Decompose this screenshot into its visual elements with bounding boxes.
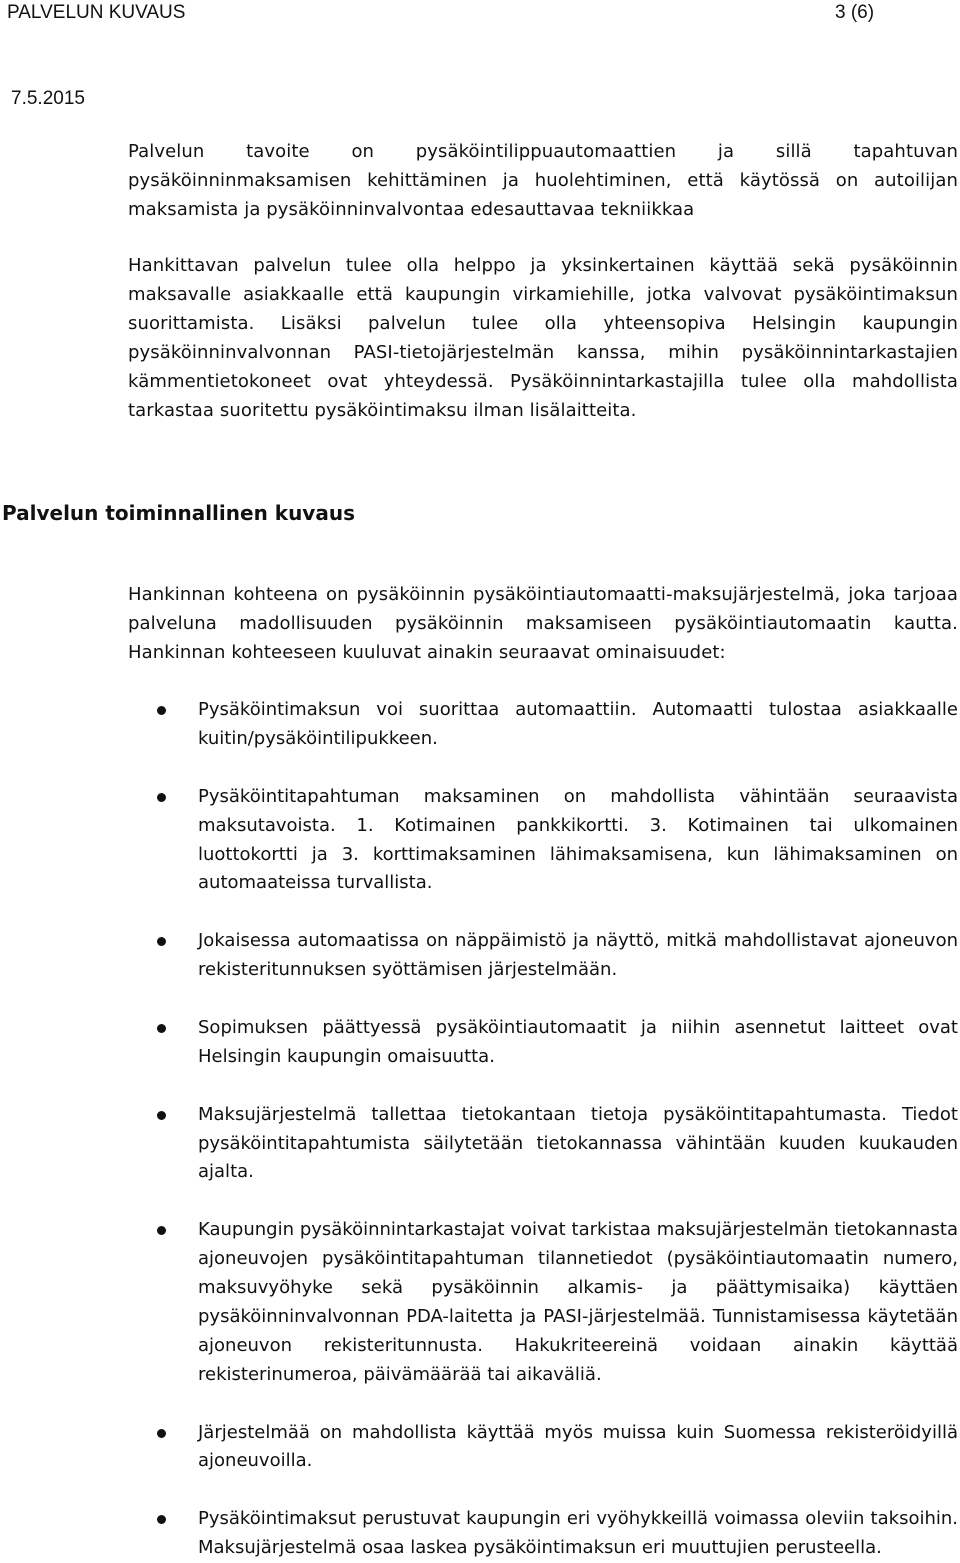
list-item-text: Pysäköintitapahtuman maksaminen on mahdollista vähintään seuraavista maksutavoista. 1. Kotimainen pankkikortti. 3. Kotimainen tai ulkomainen luottokortti ja 3. korttimaksaminen lähimaksamisena, kun lähimaksaminen on automaateissa turvallista. xyxy=(198,785,958,894)
page-header xyxy=(7,2,947,26)
list-item-text: Sopimuksen päättyessä pysäköintiautomaatit ja niihin asennetut laitteet ovat Helsingin kaupungin omaisuutta. xyxy=(198,1016,958,1067)
list-item xyxy=(0,927,960,985)
bullet-icon xyxy=(157,1226,166,1235)
section-paragraph: Hankinnan kohteena on pysäköinnin pysäköintiautomaatti-maksujärjestelmä, joka tarjoaa palveluna madollisuuden pysäköinnin maksamiseen pysäköintiautomaatin kautta. Hankinnan kohteeseen kuuluvat ainakin seuraavat ominaisuudet: xyxy=(128,584,958,663)
document-title: PALVELUN KUVAUS xyxy=(7,2,186,23)
bullet-icon xyxy=(157,706,166,715)
list-item-text: Maksujärjestelmä tallettaa tietokantaan tietoja pysäköintitapahtumasta. Tiedot pysäköintitapahtumista säilytetään tietokannassa vähintään kuuden kuukauden ajalta. xyxy=(198,1103,958,1183)
bullet-icon xyxy=(157,1111,166,1120)
list-item xyxy=(0,783,960,899)
list-item xyxy=(0,696,960,754)
document-date: 7.5.2015 xyxy=(11,88,85,109)
intro-paragraph-requirements: Hankittavan palvelun tulee olla helppo ja yksinkertainen käyttää sekä pysäköinnin maksavalle asiakkaalle että kaupungin virkamiehille, jotka valvovat pysäköintimaksun suorittamista. Lisäksi palvelun tulee olla yhteensopiva Helsingin kaupungin pysäköinninvalvonnan PASI-tietojärjestelmän kanssa, mihin pysäköinnintarkastajien kämmentietokoneet ovat yhteydessä. Pysäköinnintarkastajilla tulee olla mahdollista tarkastaa suoritettu pysäköintimaksu ilman lisälaitteita. xyxy=(128,255,958,421)
list-item xyxy=(0,1505,960,1563)
bullet-icon xyxy=(157,1429,166,1438)
list-item xyxy=(0,1101,960,1188)
list-item xyxy=(0,1014,960,1072)
bullet-icon xyxy=(157,937,166,946)
intro-paragraph-goal: Palvelun tavoite on pysäköintilippuautomaattien ja sillä tapahtuvan pysäköinninmaksamisen kehittäminen ja huolehtiminen, että käytössä on autoilijan maksamista ja pysäköinninvalvontaa edesauttavaa tekniikkaa xyxy=(128,141,958,220)
list-item-text: Pysäköintimaksun voi suorittaa automaattiin. Automaatti tulostaa asiakkaalle kuitin/pysäköintilipukkeen. xyxy=(198,699,958,749)
feature-list xyxy=(0,696,960,1563)
list-item-text: Jokaisessa automaatissa on näppäimistö ja näyttö, mitkä mahdollistavat ajoneuvon rekisteritunnuksen syöttämisen järjestelmään. xyxy=(198,930,958,981)
list-item-text: Järjestelmää on mahdollista käyttää myös muissa kuin Suomessa rekisteröidyillä ajoneuvoilla. xyxy=(198,1421,958,1472)
list-item-text: Pysäköintimaksut perustuvat kaupungin eri vyöhykkeillä voimassa oleviin taksoihin. Maksujärjestelmä osaa laskea pysäköintimaksun eri muuttujien perusteella. xyxy=(198,1508,958,1559)
bullet-icon xyxy=(157,793,166,802)
section-heading: Palvelun toiminnallinen kuvaus xyxy=(2,501,355,525)
list-item xyxy=(0,1419,960,1477)
list-item-text: Kaupungin pysäköinnintarkastajat voivat tarkistaa maksujärjestelmän tietokannasta ajoneuvojen pysäköintitapahtuman tilannetiedot (pysäköintiautomaatin numero, maksuvyöhyke sekä pysäköinnin alkamis- ja päättymisaika) käyttäen pysäköinninvalvonnan PDA-laitetta ja PASI-järjestelmää. Tunnistamisessa käytetään ajoneuvon rekisteritunnusta. Hakukriteereinä voidaan ainakin käyttää rekisterinumeroa, päivämäärää tai aikaväliä. xyxy=(198,1219,958,1385)
page-number: 3 (6) xyxy=(835,2,875,23)
list-item xyxy=(0,1216,960,1389)
bullet-icon xyxy=(157,1515,166,1524)
bullet-icon xyxy=(157,1024,166,1033)
